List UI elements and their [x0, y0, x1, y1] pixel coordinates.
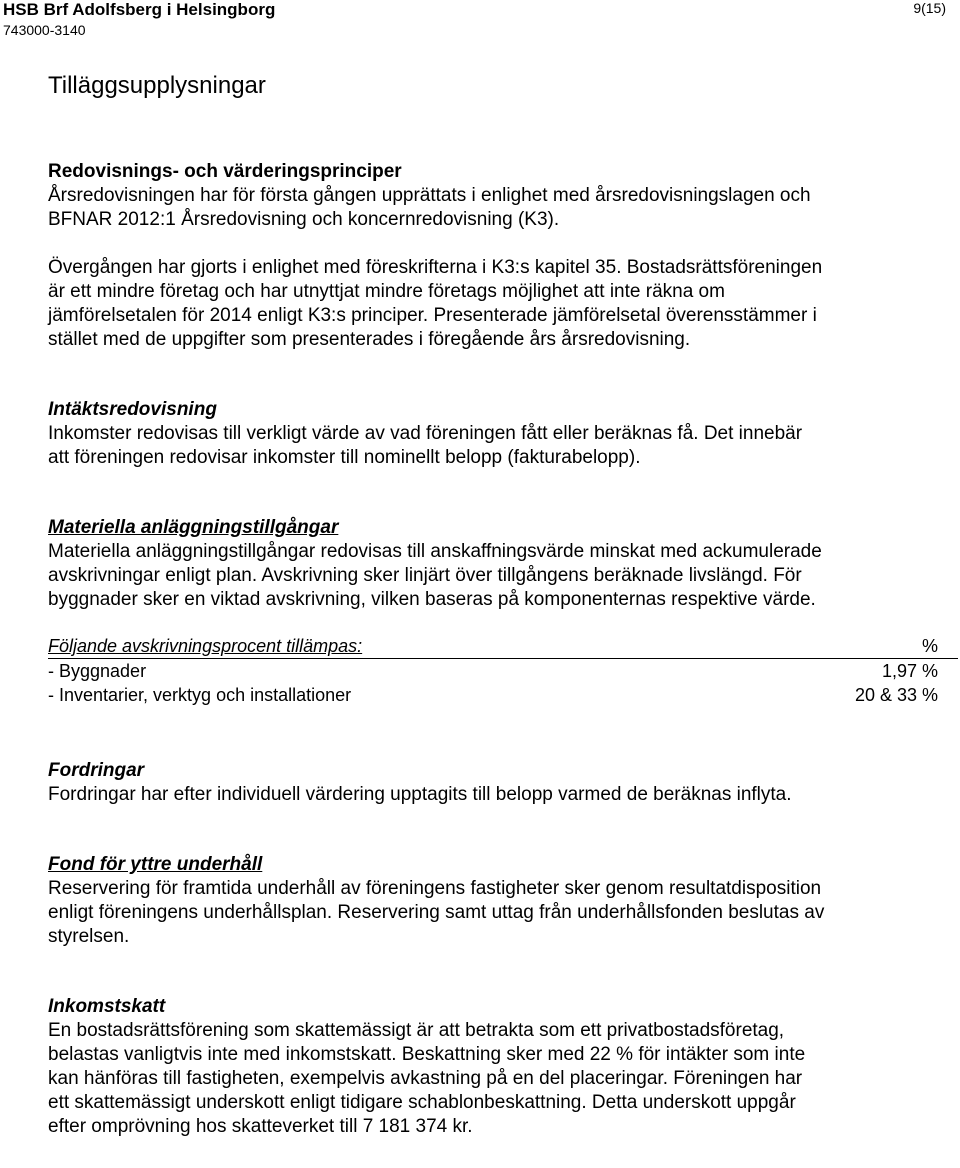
paragraph-line: avskrivningar enligt plan. Avskrivning sker linjärt över tillgångens beräknade livslängd. För — [48, 565, 802, 586]
paragraph-line: Övergången har gjorts i enlighet med föreskrifterna i K3:s kapitel 35. Bostadsrättsföreningen — [48, 257, 823, 278]
section-fixed-assets — [48, 516, 948, 612]
paragraph-line: byggnader sker en viktad avskrivning, vilken baseras på komponenternas respektive värde. — [48, 589, 816, 610]
page-title: Tilläggsupplysningar — [48, 72, 266, 99]
table-row — [48, 683, 948, 707]
paragraph-line: stället med de uppgifter som presenterades i föregående års årsredovisning. — [48, 329, 691, 350]
section-heading-receivables: Fordringar — [48, 760, 145, 781]
section-maintenance-fund — [48, 853, 948, 949]
depreciation-table-header — [48, 634, 958, 659]
section-heading-income-tax: Inkomstskatt — [48, 996, 166, 1017]
paragraph-line: Materiella anläggningstillgångar redovisas till anskaffningsvärde minskat med ackumulerade — [48, 541, 822, 562]
page-number: 9(15) — [913, 0, 946, 16]
paragraph-line: är ett mindre företag och har utnyttjat mindre företags möjlighet att inte räkna om — [48, 281, 725, 302]
paragraph-line: att föreningen redovisar inkomster till nominellt belopp (fakturabelopp). — [48, 447, 641, 468]
paragraph-line: Reservering för framtida underhåll av föreningens fastigheter sker genom resultatdisposition — [48, 878, 822, 899]
section-heading-fixed-assets: Materiella anläggningstillgångar — [48, 517, 339, 538]
section-receivables — [48, 759, 948, 807]
organisation-name: HSB Brf Adolfsberg i Helsingborg — [3, 0, 276, 19]
paragraph-line: Årsredovisningen har för första gången upprättats i enlighet med årsredovisningslagen och — [48, 185, 811, 206]
row-value: 1,97 % — [881, 661, 938, 681]
paragraph-line: jämförelsetalen för 2014 enligt K3:s principer. Presenterade jämförelsetal överensstämmer i — [48, 305, 817, 326]
paragraph-line: efter omprövning hos skatteverket till 7 181 374 kr. — [48, 1116, 473, 1137]
paragraph-line: belastas vanligtvis inte med inkomstskatt. Beskattning sker med 22 % för intäkter som inte — [48, 1044, 806, 1065]
depreciation-table — [48, 634, 948, 707]
depreciation-header-label: Följande avskrivningsprocent tillämpas: — [48, 636, 363, 656]
paragraph-line: ett skattemässigt underskott enligt tidigare schablonbeskattning. Detta underskott uppgår — [48, 1092, 796, 1113]
section-income-tax — [48, 995, 948, 1139]
paragraph-line: enligt föreningens underhållsplan. Reservering samt uttag från underhållsfonden beslutas av — [48, 902, 825, 923]
paragraph-line: styrelsen. — [48, 926, 130, 947]
table-row — [48, 659, 948, 683]
paragraph-line: En bostadsrättsförening som skattemässigt är att betrakta som ett privatbostadsföretag, — [48, 1020, 785, 1041]
section-heading-principles: Redovisnings- och värderingsprinciper — [48, 161, 402, 182]
paragraph-line: Fordringar har efter individuell värdering upptagits till belopp varmed de beräknas inflyta. — [48, 784, 792, 805]
section-principles — [48, 160, 948, 352]
row-label: - Byggnader — [48, 661, 147, 681]
section-heading-revenue: Intäktsredovisning — [48, 399, 217, 420]
section-revenue — [48, 398, 948, 470]
row-label: - Inventarier, verktyg och installationer — [48, 685, 352, 705]
document-body — [48, 72, 948, 1139]
paragraph-line: kan hänföras till fastigheten, exempelvis avkastning på en del placeringar. Föreningen har — [48, 1068, 803, 1089]
paragraph-line: Inkomster redovisas till verkligt värde av vad föreningen fått eller beräknas få. Det innebär — [48, 423, 803, 444]
row-value: 20 & 33 % — [854, 685, 938, 705]
paragraph-line: BFNAR 2012:1 Årsredovisning och koncernredovisning (K3). — [48, 209, 560, 230]
organisation-number: 743000-3140 — [3, 22, 86, 38]
depreciation-header-unit: % — [921, 636, 938, 656]
section-heading-maintenance-fund: Fond för yttre underhåll — [48, 854, 263, 875]
